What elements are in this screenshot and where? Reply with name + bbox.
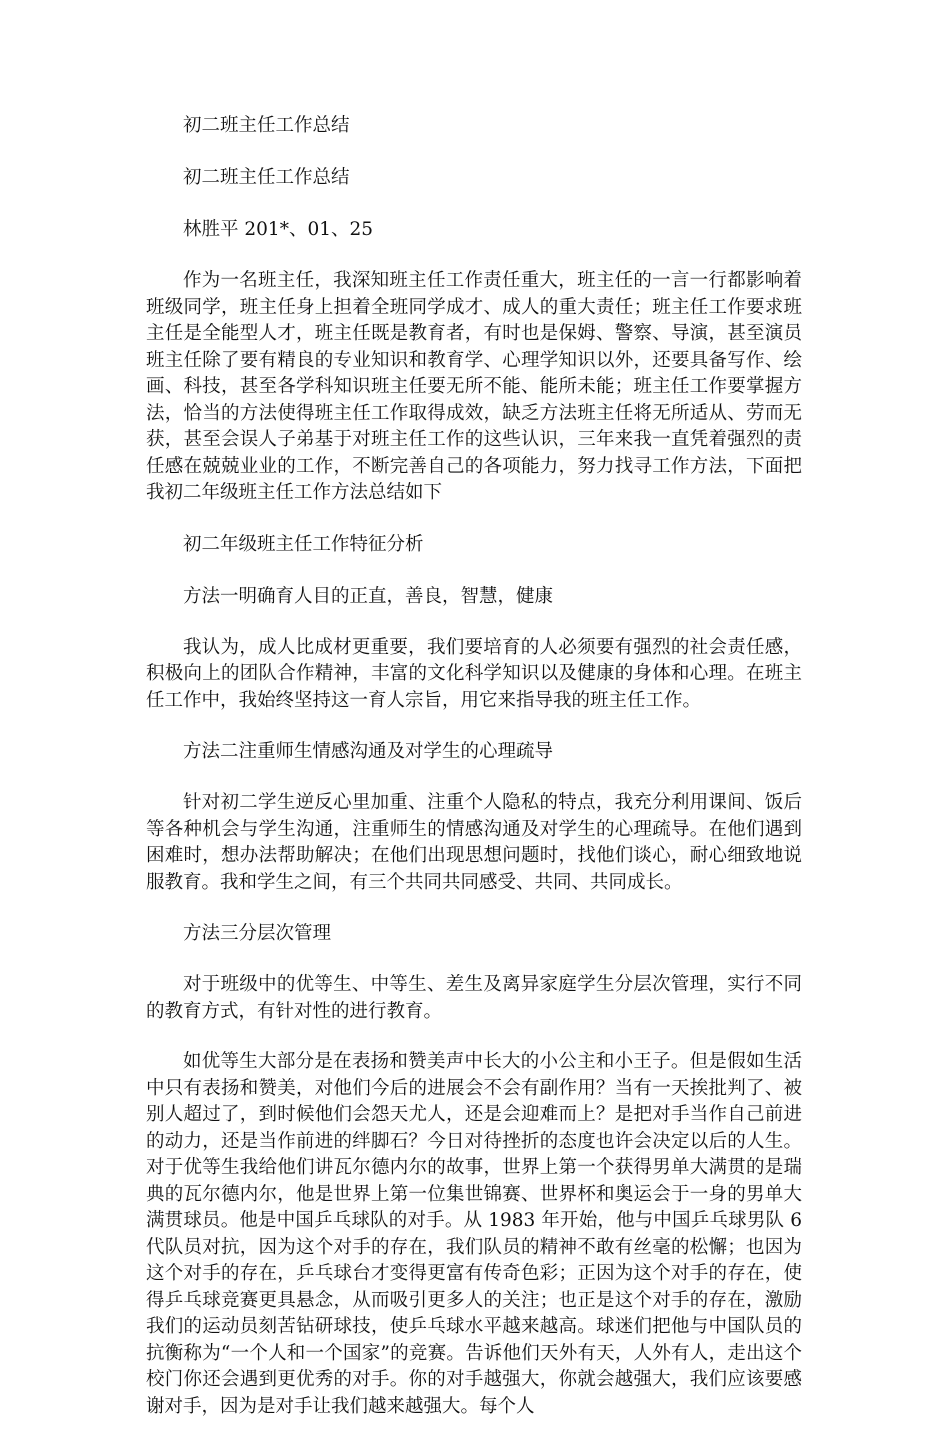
document-subtitle: 初二班主任工作总结 bbox=[183, 167, 350, 188]
method3-paragraph-2: 如优等生大部分是在表扬和赞美声中长大的小公主和小王子。但是假如生活中只有表扬和赞美，对他们今后的进展会不会有副作用？当有一天挨批判了、被别人超过了，到时候他们会怨天尤人，还是会迎难而上？是把对手当作自己前进的动力，还是当作前进的绊脚石？今日对待挫折的态度也许会决定以后的人生。对于优等生我给他们讲瓦尔德内尔的故事，世界上第一个获得男单大满贯的是瑞典的瓦尔德内尔，他是世界上第一位集世锦赛、世界杯和奥运会于一身的男单大满贯球员。他是中国乒乓球队的对手。从 1983 年开始，他与中国乒乓球男队 6 代队员对抗，因为这个对手的存在，我们队员的精神不敢有丝毫的松懈；也因为这个对手的存在，乒乓球台才变得更富有传奇色彩；正因为这个对手的存在，使得乒乓球竞赛更具悬念，从而吸引更多人的关注；也正是这个对手的存在，激励我们的运动员刻苦钻研球技，使乒乓球水平越来越高。球迷们把他与中国队员的抗衡称为“一个人和一个国家”的竞赛。告诉他们天外有天，人外有人，走出这个校门你还会遇到更优秀的对手。你的对手越强大，你就会越强大，我们应该要感谢对手，因为是对手让我们越来越强大。每个人 bbox=[146, 1051, 802, 1417]
document-title: 初二班主任工作总结 bbox=[183, 115, 350, 136]
method1-heading: 方法一明确育人目的正直，善良，智慧，健康 bbox=[183, 585, 554, 607]
method1-paragraph: 我认为，成人比成材更重要，我们要培育的人必须要有强烈的社会责任感，积极向上的团队合作精神，丰富的文化科学知识以及健康的身体和心理。在班主任工作中，我始终坚持这一育人宗旨，用它来指导我的班主任工作。 bbox=[146, 636, 802, 711]
author-date: 林胜平 201*、01、25 bbox=[183, 219, 374, 240]
document-page bbox=[146, 112, 802, 1444]
intro-paragraph: 作为一名班主任，我深知班主任工作责任重大，班主任的一言一行都影响着班级同学，班主任身上担着全班同学成才、成人的重大责任；班主任工作要求班主任是全能型人才，班主任既是教育者，有时也是保姆、警察、导演，甚至演员班主任除了要有精良的专业知识和教育学、心理学知识以外，还要具备写作、绘画、科技，甚至各学科知识班主任要无所不能、能所未能；班主任工作要掌握方法，恰当的方法使得班主任工作取得成效，缺乏方法班主任将无所适从、劳而无获，甚至会误人子弟基于对班主任工作的这些认识，三年来我一直凭着强烈的责任感在兢兢业业的工作，不断完善自己的各项能力，努力找寻工作方法，下面把我初二年级班主任工作方法总结如下 bbox=[146, 270, 802, 503]
method3-paragraph: 对于班级中的优等生、中等生、差生及离异家庭学生分层次管理，实行不同的教育方式，有针对性的进行教育。 bbox=[146, 974, 802, 1022]
method2-heading: 方法二注重师生情感沟通及对学生的心理疏导 bbox=[183, 741, 554, 762]
method2-paragraph: 针对初二学生逆反心里加重、注重个人隐私的特点，我充分利用课间、饭后等各种机会与学生沟通，注重师生的情感沟通及对学生的心理疏导。在他们遇到困难时，想办法帮助解决；在他们出现思想问题时，找他们谈心，耐心细致地说服教育。我和学生之间，有三个共同共同感受、共同、共同成长。 bbox=[146, 792, 802, 893]
method3-heading: 方法三分层次管理 bbox=[183, 923, 332, 944]
section-heading: 初二年级班主任工作特征分析 bbox=[183, 533, 424, 555]
